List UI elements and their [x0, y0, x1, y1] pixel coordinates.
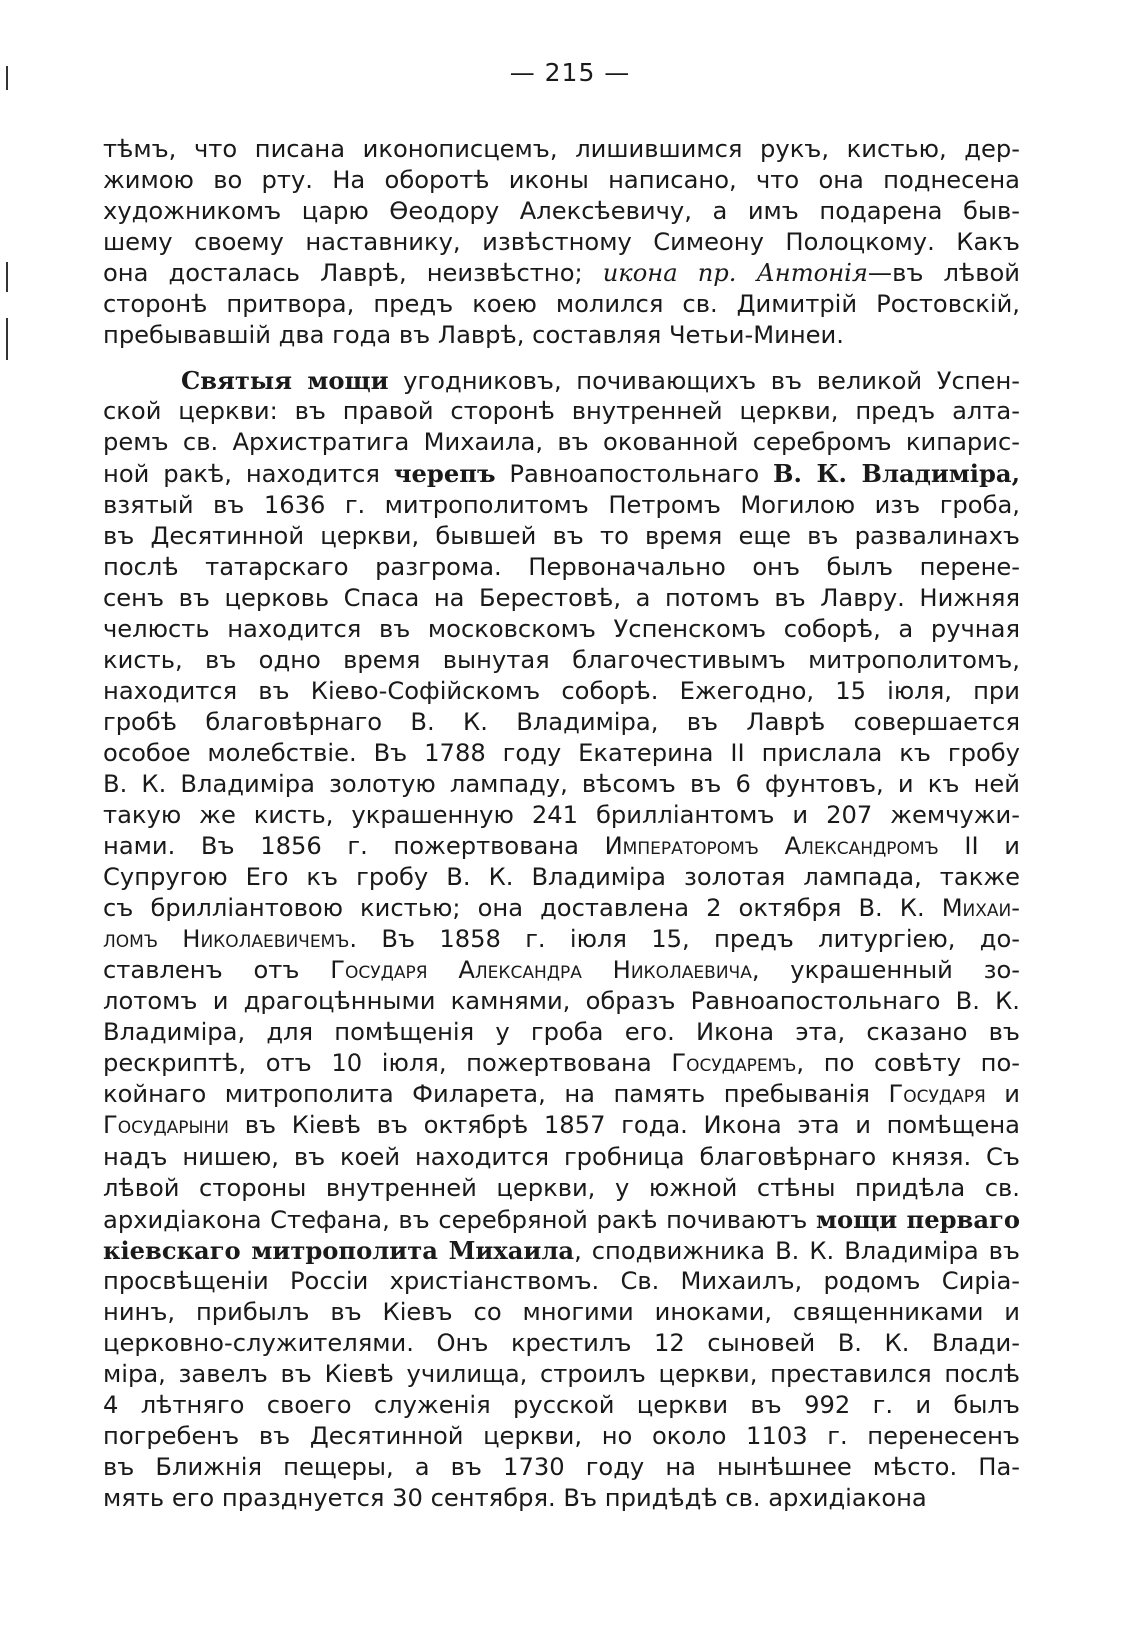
text-line — [103, 862, 1020, 893]
text-run: погребенъ въ Десятинной церкви, но около 1103 г. перенесенъ — [103, 1421, 1020, 1450]
page-number: — 215 — — [509, 58, 631, 87]
text-line — [103, 986, 1020, 1017]
text-run: тѣмъ, что писана иконописцемъ, лишившимся рукъ, кистью, дер- — [103, 135, 1020, 163]
text-run: нами. Въ 1856 г. пожертвована — [103, 832, 605, 861]
text-sc: Государыни — [103, 1111, 230, 1140]
text-line — [103, 583, 1020, 614]
text-run: особое молебствіе. Въ 1788 году Екатерина II прислала къ гробу — [103, 738, 1020, 767]
text-line — [103, 707, 1020, 738]
text-line — [103, 320, 1020, 351]
text-run: Равноапостольнаго — [495, 460, 774, 489]
text-run: гробѣ благовѣрнаго В. К. Владиміра, въ Лаврѣ совершается — [103, 707, 1020, 736]
text-run: кисть, въ одно время вынутая благочестивымъ митрополитомъ, — [103, 645, 1020, 674]
text-bold: В. К. Владиміра, — [773, 459, 1020, 489]
text-run: художникомъ царю Ѳеодору Алексѣевичу, а имъ подарена быв- — [103, 197, 1020, 226]
text-run: Владиміра, для помѣщенія у гроба его. Икона эта, сказано въ — [103, 1018, 1020, 1047]
text-line — [103, 769, 1020, 800]
text-line — [103, 1142, 1020, 1173]
text-line — [103, 1421, 1020, 1452]
text-line — [103, 1390, 1020, 1421]
text-run: міра, завелъ въ Кіевѣ училища, строилъ церкви, преставился послѣ — [103, 1359, 1020, 1388]
text-run: въ Ближнія пещеры, а въ 1730 году на нынѣшнее мѣсто. Па- — [103, 1452, 1020, 1481]
text-bold: кіевскаго митрополита Михаила — [103, 1235, 575, 1265]
text-run: жимою во рту. На оборотѣ иконы написано, что она поднесена — [103, 166, 1020, 195]
text-run: она досталась Лаврѣ, неизвѣстно; — [103, 259, 603, 288]
text-line — [103, 1204, 1020, 1235]
text-line — [103, 427, 1020, 458]
text-run: ной ракѣ, находится — [103, 460, 394, 489]
text-line — [103, 396, 1020, 427]
text-run: сенъ въ церковь Спаса на Берестовѣ, а потомъ въ Лавру. Нижняя — [103, 583, 1020, 612]
text-line — [103, 831, 1020, 862]
text-run: церковно-служителями. Онъ крестилъ 12 сыновей В. К. Влади- — [103, 1328, 1020, 1357]
text-run: съ бриллiантовою кистью; она доставлена 2 октября В. К. — [103, 894, 942, 923]
text-run: надъ нишею, въ коей находится гробница благовѣрнаго князя. Съ — [103, 1142, 1020, 1171]
text-run: , украшенный зо- — [751, 956, 1020, 985]
text-run: ской церкви: въ правой сторонѣ внутренней церкви, предъ алта- — [103, 397, 1020, 426]
text-line — [103, 1017, 1020, 1048]
text-bold: Святыя мощи — [181, 366, 389, 396]
text-line — [103, 490, 1020, 521]
text-line — [103, 196, 1020, 227]
text-run: челюсть находится въ московскомъ Успенскомъ соборѣ, а ручная — [103, 614, 1020, 643]
text-run: находится въ Кіево-Софійскомъ соборѣ. Ежегодно, 15 іюля, при — [103, 676, 1020, 705]
text-line — [103, 521, 1020, 552]
text-line — [103, 893, 1020, 924]
text-run: пребывавшій два года въ Лаврѣ, составляя Четьи-Минеи. — [103, 321, 844, 350]
text-run: и — [985, 1080, 1020, 1109]
text-sc: Государемъ — [671, 1049, 797, 1078]
body-text — [103, 134, 1020, 1514]
text-run: II и — [938, 832, 1020, 861]
text-bold: мощи перваго — [815, 1204, 1020, 1234]
text-run: лотомъ и драгоцѣнными камнями, образъ Равноапостольнаго В. К. — [103, 987, 1020, 1016]
text-line — [103, 645, 1020, 676]
text-run: ремъ св. Архистратига Михаила, въ окованной серебромъ кипарис- — [103, 428, 1020, 457]
text-run: . Въ 1858 г. іюля 15, предъ литургіею, до- — [349, 925, 1021, 954]
text-run: мять его празднуется 30 сентября. Въ придѣдѣ св. архидіакона — [103, 1484, 927, 1513]
text-line — [103, 365, 1020, 396]
text-run: такую же кисть, украшенную 241 бриллiантомъ и 207 жемчужи- — [103, 800, 1020, 829]
text-line — [103, 1235, 1020, 1266]
text-line — [103, 227, 1020, 258]
text-line — [103, 1328, 1020, 1359]
text-run: нинъ, прибылъ въ Кіевъ со многими иноками, священниками и — [103, 1297, 1020, 1326]
text-run: койнаго митрополита Филарета, на память пребыванія — [103, 1080, 889, 1109]
text-italic: икона пр. Антонія — [602, 259, 868, 288]
text-line — [103, 258, 1020, 289]
text-line — [103, 955, 1020, 986]
text-line — [103, 1173, 1020, 1204]
text-line — [103, 738, 1020, 769]
text-line — [103, 1483, 1020, 1514]
margin-mark-2 — [6, 262, 8, 292]
text-bold: черепъ — [393, 459, 496, 489]
text-run: В. К. Владиміра золотую лампаду, вѣсомъ въ 6 фунтовъ, и къ ней — [103, 769, 1020, 798]
text-line — [103, 1359, 1020, 1390]
text-run: ставленъ отъ — [103, 956, 331, 985]
text-line — [103, 676, 1020, 707]
text-run: , по совѣту по- — [796, 1049, 1021, 1078]
text-line — [103, 458, 1020, 489]
text-run: въ Десятинной церкви, бывшей въ то время еще въ развалинахъ — [103, 521, 1020, 550]
text-run: въ Кіевѣ въ октябрѣ 1857 года. Икона эта и помѣщена — [229, 1111, 1020, 1140]
text-run: 4 лѣтняго своего служенія русской церкви въ 992 г. и былъ — [103, 1390, 1020, 1419]
text-line — [103, 1297, 1020, 1328]
text-sc: ломъ Николаевичемъ — [103, 925, 350, 954]
text-run: шему своему наставнику, извѣстному Симеону Полоцкому. Какъ — [103, 228, 1020, 257]
text-run: Супругою Его къ гробу В. К. Владиміра золотая лампада, также — [103, 863, 1020, 892]
text-run: послѣ татарскаго разгрома. Первоначально онъ былъ перене- — [103, 552, 1020, 581]
text-run: лѣвой стороны внутренней церкви, у южной стѣны придѣла св. — [103, 1173, 1020, 1202]
text-line — [103, 614, 1020, 645]
text-run: сторонѣ притвора, предъ коею молился св. Димитрій Ростовскій, — [103, 290, 1020, 319]
text-line — [103, 1452, 1020, 1483]
text-line — [103, 165, 1020, 196]
text-line — [103, 1110, 1020, 1141]
margin-mark-1 — [6, 66, 8, 90]
text-line — [103, 1048, 1020, 1079]
text-run: угодниковъ, почивающихъ въ великой Успен- — [388, 367, 1020, 396]
text-run: , сподвижника В. К. Владиміра въ — [574, 1236, 1020, 1265]
text-line — [103, 1266, 1020, 1297]
text-run: рескриптѣ, отъ 10 іюля, пожертвована — [103, 1049, 672, 1078]
text-line — [103, 1079, 1020, 1110]
margin-mark-3 — [6, 318, 8, 360]
text-sc: Государя — [888, 1080, 986, 1109]
text-line — [103, 289, 1020, 320]
text-sc: Михаи- — [941, 894, 1020, 923]
text-sc: Государя Александра Николаевича — [330, 956, 752, 985]
text-run: архидіакона Стефана, въ серебряной ракѣ почиваютъ — [103, 1205, 816, 1234]
text-run: —въ лѣвой — [867, 259, 1020, 288]
text-run: просвѣщеніи Россіи христіанствомъ. Св. Михаилъ, родомъ Сиріа- — [103, 1266, 1020, 1295]
text-sc: Императоромъ Александромъ — [604, 832, 939, 861]
text-line — [103, 800, 1020, 831]
text-line — [103, 134, 1020, 165]
text-line — [103, 552, 1020, 583]
text-run: взятый въ 1636 г. митрополитомъ Петромъ Могилою изъ гроба, — [103, 490, 1020, 519]
text-line — [103, 924, 1020, 955]
